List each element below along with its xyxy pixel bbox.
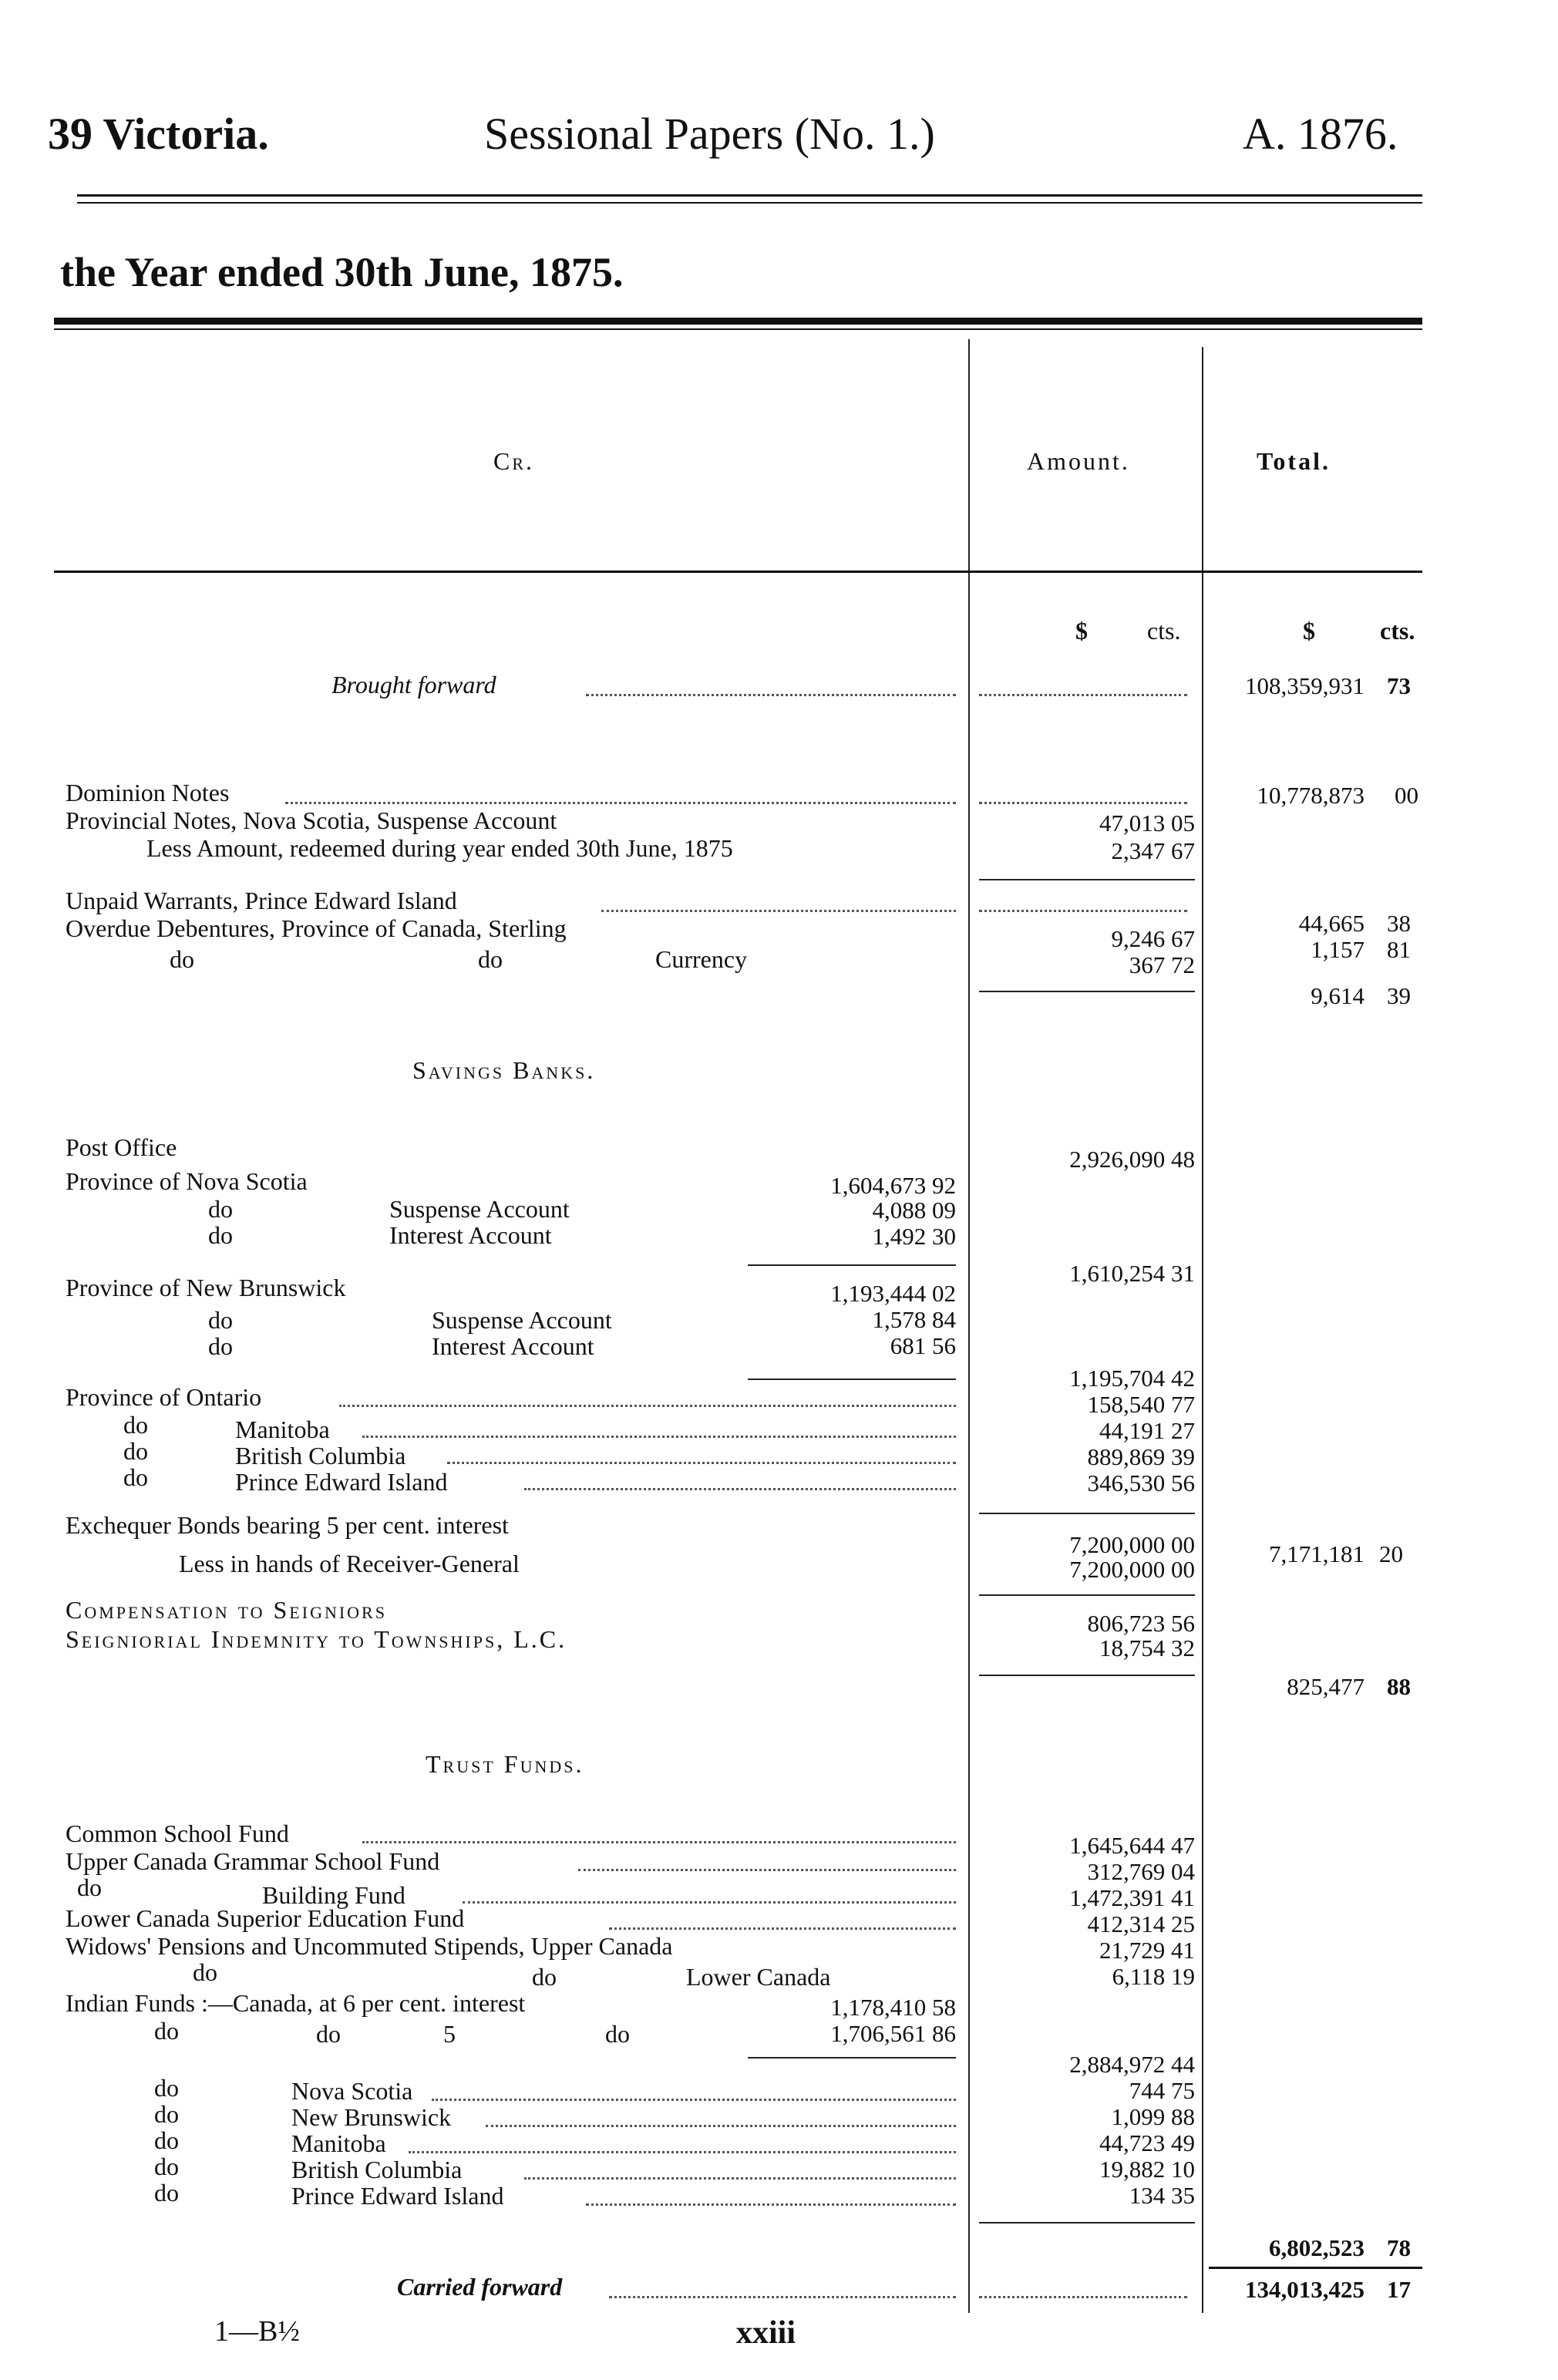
indian-canada-amount: 2,884,972 44 [1069, 2051, 1195, 2078]
manitoba-ditto: do [123, 1411, 148, 1439]
compensation-amount: 806,723 56 [1087, 1610, 1195, 1637]
compensation-label: Compensation to Seigniors [66, 1596, 387, 1624]
unpaid-warrants-total: 1,157 [1311, 936, 1365, 963]
pei-amount: 346,530 56 [1087, 1469, 1195, 1496]
year-label: A. 1876. [1243, 109, 1398, 159]
superior-education-label: Lower Canada Superior Education Fund [66, 1904, 465, 1932]
widows-lower-ditto: do [193, 1958, 217, 1986]
leader-dots [578, 1869, 956, 1871]
leader-dots [979, 802, 1187, 804]
overdue-currency-label: Currency [655, 945, 748, 973]
total-rule [1209, 2267, 1422, 2269]
post-office-amount: 2,926,090 48 [1069, 1146, 1195, 1173]
seigniorial-cents: 88 [1387, 1673, 1411, 1700]
leader-dots [432, 2099, 956, 2101]
bc-amount: 889,869 39 [1087, 1443, 1195, 1470]
building-fund-label: Building Fund [262, 1881, 405, 1909]
new-brunswick-inner: 1,193,444 02 [830, 1280, 956, 1307]
nb-interest-ditto: do [208, 1332, 233, 1360]
building-fund-amount: 1,472,391 41 [1069, 1884, 1195, 1911]
subtotal-rule [979, 1513, 1195, 1514]
nova-scotia-label: Province of Nova Scotia [66, 1167, 308, 1195]
nb-interest-label: Interest Account [432, 1332, 594, 1360]
seigniorial-total: 825,477 [1287, 1673, 1365, 1700]
pei-ditto: do [123, 1463, 148, 1491]
amount-column-divider [968, 339, 970, 2313]
indian-6pct-inner: 1,178,410 58 [830, 1994, 956, 2021]
indian-nb-label: New Brunswick [291, 2103, 452, 2131]
indian-5pct-inner: 1,706,561 86 [830, 2020, 956, 2047]
manitoba-amount: 44,191 27 [1099, 1417, 1195, 1444]
total-heading: Total. [1257, 447, 1331, 475]
leader-dots [609, 1927, 956, 1930]
nb-suspense-label: Suspense Account [432, 1306, 612, 1334]
leader-dots [609, 2296, 956, 2298]
leader-dots [447, 1462, 956, 1464]
grammar-school-amount: 312,769 04 [1087, 1858, 1195, 1885]
exchequer-less-label: Less in hands of Receiver-General [179, 1550, 520, 1577]
superior-education-amount: 412,314 25 [1087, 1910, 1195, 1937]
exchequer-label: Exchequer Bonds bearing 5 per cent. interest [66, 1511, 509, 1539]
bc-ditto: do [123, 1437, 148, 1465]
common-school-label: Common School Fund [66, 1820, 289, 1847]
unpaid-warrants-label: Unpaid Warrants, Prince Edward Island [66, 887, 457, 914]
grammar-school-label: Upper Canada Grammar School Fund [66, 1847, 440, 1875]
less-redeemed-label: Less Amount, redeemed during year ended 30th June, 1875 [146, 834, 733, 862]
trust-funds-cents: 78 [1387, 2234, 1411, 2261]
amount-heading: Amount. [1027, 447, 1130, 475]
indian-bc-amount: 19,882 10 [1099, 2156, 1195, 2183]
trust-funds-total: 6,802,523 [1269, 2234, 1365, 2261]
subtotal-rule [979, 1594, 1195, 1596]
subtotal-rule [979, 1675, 1195, 1676]
indian-pei-amount: 134 35 [1129, 2182, 1195, 2209]
subtotal-rule [748, 1264, 956, 1266]
ns-interest-ditto: do [208, 1221, 233, 1249]
seigniorial-amount: 18,754 32 [1099, 1634, 1195, 1661]
provincial-notes-amount: 47,013 05 [1099, 810, 1195, 837]
nb-interest-amount: 1,195,704 42 [1069, 1365, 1195, 1392]
ontario-amount: 158,540 77 [1087, 1391, 1195, 1418]
indian-ns-label: Nova Scotia [291, 2077, 413, 2105]
leader-dots [601, 910, 956, 912]
leader-dots [463, 1901, 956, 1904]
ontario-label: Province of Ontario [66, 1383, 262, 1411]
leader-dots [979, 694, 1187, 696]
dominion-notes-cents: 00 [1395, 782, 1418, 809]
exchequer-amount: 7,200,000 00 [1069, 1531, 1195, 1558]
title-thick-rule [54, 318, 1422, 325]
indian-man-amount: 44,723 49 [1099, 2129, 1195, 2156]
carried-forward-total: 134,013,425 [1245, 2276, 1365, 2303]
column-heading-rule [54, 571, 1422, 573]
widows-upper-label: Widows' Pensions and Uncommuted Stipends, Upper Canada [66, 1932, 673, 1960]
leader-dots [486, 2125, 956, 2127]
less-redeemed-cents: 38 [1387, 910, 1411, 937]
overdue-currency-cents: 39 [1387, 982, 1411, 1009]
header-rule-bottom [77, 202, 1422, 204]
leader-dots [524, 1488, 956, 1490]
indian-nb-amount: 1,099 88 [1111, 2103, 1195, 2130]
subtotal-rule [748, 2057, 956, 2059]
nb-suspense-inner: 1,578 84 [872, 1306, 956, 1333]
indian-5pct-ditto-2: do [316, 2020, 341, 2048]
overdue-currency-amount: 367 72 [1129, 951, 1195, 978]
indian-funds-label: Indian Funds :—Canada, at 6 per cent. interest [66, 1989, 526, 2017]
overdue-sterling-amount: 9,246 67 [1111, 925, 1195, 952]
indian-nb-ditto: do [154, 2100, 179, 2128]
total-cents-label: cts. [1380, 617, 1415, 645]
total-column-divider [1202, 347, 1203, 2313]
dominion-notes-label: Dominion Notes [66, 779, 230, 806]
leader-dots [339, 1405, 956, 1407]
widows-lower-amount: 6,118 19 [1112, 1963, 1195, 1990]
overdue-currency-ditto: do [170, 945, 194, 973]
new-brunswick-label: Province of New Brunswick [66, 1274, 346, 1301]
building-fund-ditto: do [77, 1873, 102, 1901]
trust-funds-heading: Trust Funds. [426, 1750, 584, 1778]
leader-dots [524, 2177, 956, 2180]
less-redeemed-amount: 2,347 67 [1111, 837, 1195, 864]
savings-banks-heading: Savings Banks. [412, 1056, 596, 1084]
widows-upper-amount: 21,729 41 [1099, 1937, 1195, 1964]
leader-dots [979, 2296, 1187, 2298]
document-title: Sessional Papers (No. 1.) [484, 109, 935, 159]
post-office-label: Post Office [66, 1133, 177, 1161]
session-label: 39 Victoria. [48, 109, 269, 159]
overdue-currency-total: 9,614 [1311, 982, 1365, 1009]
page-subtitle: the Year ended 30th June, 1875. [60, 249, 624, 295]
title-thin-rule [54, 328, 1422, 330]
indian-man-label: Manitoba [291, 2129, 386, 2157]
leader-dots [362, 1436, 956, 1438]
indian-ns-ditto: do [154, 2074, 179, 2102]
ns-interest-amount: 1,610,254 31 [1069, 1260, 1195, 1287]
indian-man-ditto: do [154, 2126, 179, 2154]
ns-interest-inner: 1,492 30 [872, 1223, 956, 1250]
exchequer-less-amount: 7,200,000 00 [1069, 1556, 1195, 1583]
leader-dots [979, 910, 1187, 912]
indian-pei-label: Prince Edward Island [291, 2182, 504, 2210]
header-rule-top [77, 194, 1422, 197]
cr-heading: Cr. [493, 447, 535, 475]
overdue-currency-ditto-2: do [478, 945, 503, 973]
savings-banks-total: 7,171,181 [1269, 1540, 1365, 1567]
indian-pei-ditto: do [154, 2179, 179, 2207]
brought-forward-label: Brought forward [331, 671, 496, 699]
subtotal-rule [979, 879, 1195, 880]
common-school-amount: 1,645,644 47 [1069, 1832, 1195, 1859]
indian-5pct-rate: 5 [443, 2020, 456, 2048]
pei-label: Prince Edward Island [235, 1468, 448, 1496]
leader-dots [586, 694, 956, 696]
indian-5pct-ditto: do [154, 2017, 179, 2045]
leader-dots [409, 2151, 956, 2153]
bc-label: British Columbia [235, 1442, 406, 1469]
leader-dots [362, 1841, 956, 1843]
overdue-sterling-label: Overdue Debentures, Province of Canada, Sterling [66, 914, 567, 942]
brought-forward-total: 108,359,931 [1245, 672, 1365, 699]
carried-forward-cents: 17 [1387, 2276, 1411, 2303]
leader-dots [586, 2203, 956, 2206]
ns-suspense-ditto: do [208, 1195, 233, 1223]
indian-5pct-ditto-3: do [605, 2020, 630, 2048]
seigniorial-label: Seigniorial Indemnity to Townships, L.C. [66, 1625, 567, 1653]
subtotal-rule [748, 1379, 956, 1380]
manitoba-label: Manitoba [235, 1416, 330, 1443]
amount-dollar-sign: $ [1075, 617, 1088, 645]
leader-dots [285, 802, 956, 804]
nova-scotia-inner: 1,604,673 92 [830, 1172, 956, 1199]
amount-cents-label: cts. [1147, 617, 1181, 645]
signature-mark: 1—B½ [214, 2315, 300, 2348]
ns-interest-label: Interest Account [389, 1221, 552, 1249]
widows-lower-label: Lower Canada [686, 1963, 831, 1991]
brought-forward-cents: 73 [1387, 672, 1411, 699]
nb-suspense-ditto: do [208, 1306, 233, 1334]
provincial-notes-label: Provincial Notes, Nova Scotia, Suspense Account [66, 806, 557, 834]
dominion-notes-total: 10,778,873 [1257, 782, 1365, 809]
subtotal-rule [979, 2222, 1195, 2223]
indian-bc-ditto: do [154, 2153, 179, 2180]
nb-interest-inner: 681 56 [890, 1332, 956, 1359]
total-dollar-sign: $ [1303, 617, 1315, 645]
carried-forward-label: Carried forward [397, 2273, 563, 2301]
widows-lower-ditto-2: do [532, 1963, 557, 1991]
subtotal-rule [979, 991, 1195, 992]
indian-bc-label: British Columbia [291, 2156, 463, 2183]
savings-banks-cents: 20 [1379, 1540, 1403, 1567]
less-redeemed-total: 44,665 [1298, 910, 1365, 937]
ns-suspense-label: Suspense Account [389, 1195, 570, 1223]
page-number: xxiii [736, 2315, 796, 2351]
indian-ns-amount: 744 75 [1129, 2077, 1195, 2104]
unpaid-warrants-cents: 81 [1387, 936, 1411, 963]
ns-suspense-inner: 4,088 09 [872, 1197, 956, 1224]
